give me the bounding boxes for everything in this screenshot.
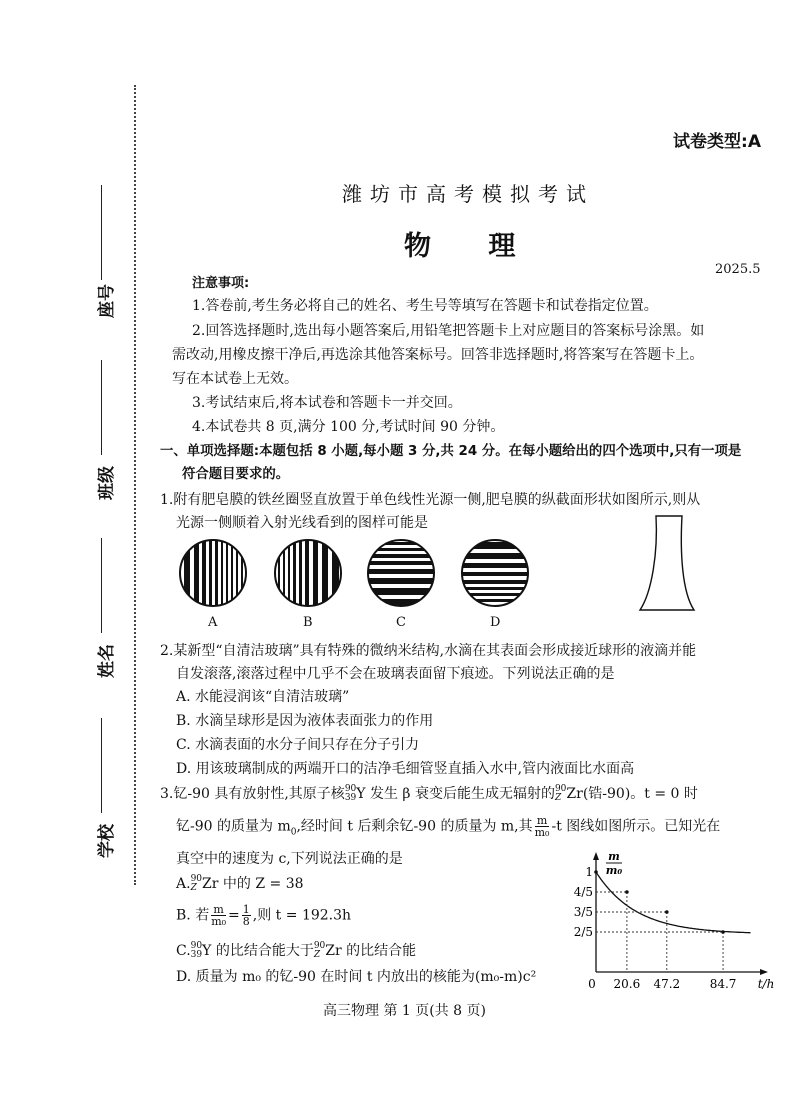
q3-stem: 3.钇-90 具有放射性,其原子核 90 39 Y 发生 β 衰变后能生成无辐射的 90 Z Zr(锆-90)。t = 0 时 [160,784,698,803]
notice-item-1: 1.答卷前,考生务必将自己的姓名、考生号等填写在答题卡和试卷指定位置。 [192,298,658,314]
page-footer: 高三物理 第 1 页(共 8 页) [323,1003,486,1019]
q3-option-b-text: ,则 t = 192.3h [252,907,352,924]
q3-stem-cont: 钇-90 的质量为 $m_0$,经时间 t 后剩余钇-90 的质量为 m,其 $\frac{m}{\text{m₀}}$ -t 图线如图所示。已知光在 [176,814,721,839]
q1-option-c-label: C [396,615,406,630]
binding-dotted-line [134,85,136,885]
q1-stem-cont: 光源一侧顺着入射光线看到的图样可能是 [176,515,428,531]
q3-stem-part4: 钇-90 的质量为 m [176,818,291,835]
y-tick-label-3: 2/5 [573,925,593,939]
q3-option-b-frac-right [242,904,251,927]
notice-item-4: 4.本试卷共 8 页,满分 100 分,考试时间 90 分钟。 [192,419,505,435]
q3-stem-part3: Zr(锆-90)。t = 0 时 [566,786,698,802]
notice-item-3: 3.考试结束后,将本试卷和答题卡一并交回。 [192,395,462,411]
seat-field[interactable] [101,185,102,280]
school-field[interactable] [101,718,102,813]
y-axis-arrow [593,852,599,860]
q3-option-a: A. 90 Z Zr 中的 Z = 38 [176,874,304,893]
q2-stem: 2.某新型“自清洁玻璃”具有特殊的微纳米结构,水滴在其表面会形成接近球形的液滴并能 [160,643,697,659]
notice-item-2-end: 写在本试卷上无效。 [172,371,298,387]
q3-option-b-label: B. 若 [176,907,210,924]
q3-frac-num: m [535,815,550,827]
x-tick-label-3: 84.7 [709,977,737,991]
exam-date: 2025.5 [715,262,761,277]
q3-b-frac-den: m₀ [211,915,227,928]
section-1-heading-cont: 符合题目要求的。 [182,467,290,482]
notice-item-2: 2.回答选择题时,选出每小题答案后,用铅笔把答题卡上对应题目的答案标号涂黑。如 [192,323,705,339]
notice-heading: 注意事项: [192,276,250,291]
y-axis-label-denominator: m₀ [605,864,623,877]
decay-chart [573,846,775,994]
exam-type: 试卷类型:A [673,132,761,152]
exam-title: 潍坊市高考模拟考试 [342,182,594,206]
q3-option-b-frac-left [211,904,226,927]
q1-option-a-label: A [208,615,218,630]
school-label: 学校 [97,824,117,858]
q3-option-b: B. 若 $\frac{m}{\text{m₀}}$ = $\frac{1}{8}$ ,则 t = 192.3h [176,903,352,928]
notice-item-2-cont: 需改动,用橡皮擦干净后,再选涂其他答案标号。回答非选择题时,将答案写在答题卡上。 [172,347,704,363]
data-point-0 [594,870,598,874]
q3-option-d: D. 质量为 m₀ 的钇-90 在时间 t 内放出的核能为(m₀-m)c² [176,969,537,985]
q3-ratio-fraction [535,815,550,838]
q3-stem-end: 真空中的速度为 c,下列说法正确的是 [176,851,403,867]
y-tick-label-0: 1 [585,865,593,879]
x-tick-label-1: 20.6 [613,977,641,991]
q1-option-figures [170,535,550,613]
x-tick-label-2: 47.2 [653,977,681,991]
q2-option-a: A. 水能浸润该“自清洁玻璃” [176,689,350,705]
q3-option-a-label: A. [176,876,191,892]
q3-option-c-text1: Y 的比结合能大于 [202,943,314,959]
q3-stem-part5: ,经时间 t 后剩余钇-90 的质量为 m,其 [296,818,533,835]
q2-option-b: B. 水滴呈球形是因为液体表面张力的作用 [176,713,434,729]
name-label: 姓名 [97,644,117,678]
q3-stem-part6: -t 图线如图所示。已知光在 [551,818,721,835]
q3-b-frac-eight: 8 [242,915,250,928]
q3-option-c: C. 90 39 Y 的比结合能大于 90 Z Zr 的比结合能 [176,941,417,960]
q2-stem-cont: 自发滚落,滚落过程中几乎不会在玻璃表面留下痕迹。下列说法正确的是 [176,666,615,682]
y-tick-label-1: 4/5 [573,885,593,899]
q3-option-c-label: C. [176,943,191,959]
q1-option-d-label: D [490,615,501,630]
q2-option-d: D. 用该玻璃制成的两端开口的洁净毛细管竖直插入水中,管内液面比水面高 [176,761,635,777]
q3-option-a-text: Zr 中的 Z = 38 [202,876,304,892]
data-point-3 [721,930,725,934]
decay-curve [596,872,751,933]
soap-film-cross-section [636,512,702,614]
subject-title: 物 理 [404,231,540,262]
section-1-heading: 一、单项选择题:本题包括 8 小题,每小题 3 分,共 24 分。在每小题给出的四个选项中,只有一项是 [160,444,742,459]
q1-option-b-label: B [303,615,313,630]
data-point-2 [665,910,669,914]
q1-stem: 1.附有肥皂膜的铁丝圈竖直放置于单色线性光源一侧,肥皂膜的纵截面形状如图所示,则从 [160,492,701,508]
q2-option-c: C. 水滴表面的水分子间只存在分子引力 [176,737,420,753]
x-axis-arrow [760,969,768,975]
q3-b-frac-num: m [211,904,226,916]
y-axis-label-numerator: m [608,850,620,863]
q3-stem-part2: Y 发生 β 衰变后能生成无辐射的 [356,786,555,802]
q3-b-frac-one: 1 [242,903,250,916]
y-tick-label-2: 3/5 [573,905,593,919]
class-label: 班级 [97,466,117,500]
name-field[interactable] [101,538,102,633]
q3-stem-part1: 3.钇-90 具有放射性,其原子核 [160,786,345,802]
data-point-1 [625,890,629,894]
x-axis-label: t/h [757,977,775,991]
seat-label: 座号 [97,284,117,318]
class-field[interactable] [101,360,102,455]
q3-option-c-text2: Zr 的比结合能 [325,943,417,959]
x-tick-label-0: 0 [588,977,596,991]
q3-frac-den: m₀ [534,826,550,839]
